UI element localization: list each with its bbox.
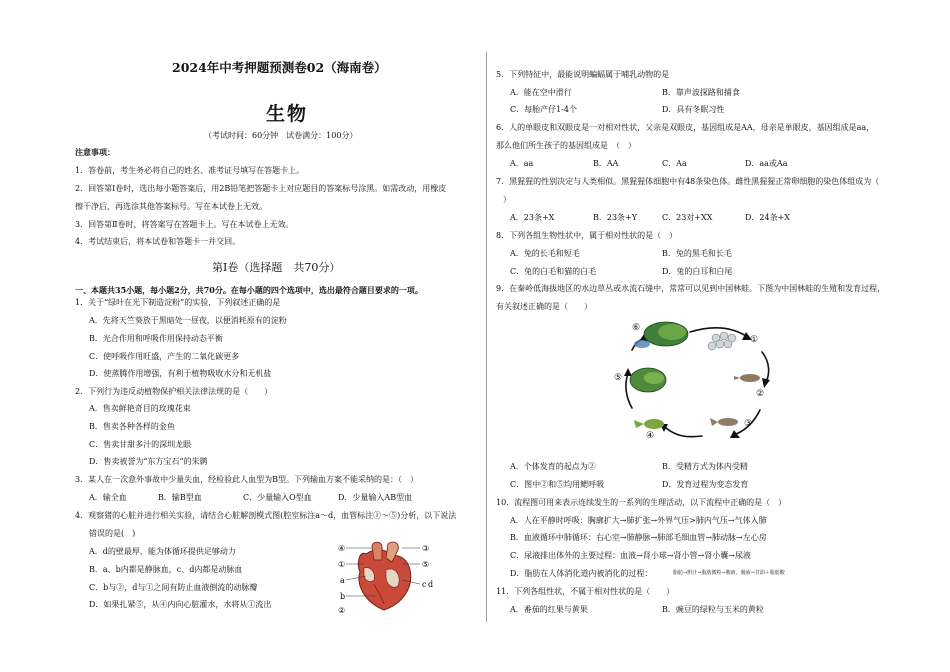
option-text: A．aa <box>510 159 534 168</box>
option-text: B．光合作用和呼吸作用保持动态平衡 <box>89 334 223 343</box>
frog-stage-label: ⑥ <box>632 323 641 333</box>
subject-title: 生物 <box>266 103 309 125</box>
question-stem: 1．关于“绿叶在光下制造淀粉”的实验，下列叙述正确的是 <box>75 298 281 307</box>
heart-label: ① <box>338 560 346 569</box>
option-text: C．尿液排出体外的主要过程：血液→肾小球→肾小管→肾小囊→尿液 <box>510 551 751 560</box>
digestion-formula: 脂肪→胆汁→脂肪微粒→胰液、肠液→甘油＋脂肪酸 <box>673 570 785 576</box>
option-text: B．受精方式为体内受精 <box>662 462 748 471</box>
option-text: D．如果扎紧⑤，从④内向心脏灌水，水将从①流出 <box>89 600 272 609</box>
heart-label: ③ <box>422 544 430 553</box>
option-text: B．兔的黑毛和长毛 <box>662 249 732 258</box>
option-text: C．Aa <box>662 159 687 168</box>
question-stem: 那么他们所生孩子的基因组成是 （ ） <box>496 141 636 150</box>
note-line: 擦干净后，再选涂其他答案标号。写在本试卷上无效。 <box>75 202 267 211</box>
option-text: A．兔的长毛和短毛 <box>510 249 580 258</box>
heart-diagram <box>336 540 440 616</box>
option-text: D．具有冬眠习性 <box>662 105 725 114</box>
option-text: B．售卖各种各样的金鱼 <box>89 422 175 431</box>
question-stem: 有关叙述正确的是（ ） <box>496 302 592 311</box>
option-text: A．个体发育的起点为② <box>510 462 596 471</box>
note-line: 2．回答第Ⅰ卷时，选出每小题答案后，用2B铅笔把答题卡上对应题目的答案标号涂黑。如需改动，用橡皮 <box>75 184 447 193</box>
question-stem: 7．黑猩猩的性别决定与人类相似。黑猩猩体细胞中有48条染色体。雌性黑猩猩正常卵细胞的染色体组成为（ <box>496 177 880 186</box>
question-stem: 5．下列特征中，最能说明蝙蝠属于哺乳动物的是 <box>496 70 670 79</box>
option-text: B．豌豆的绿粒与玉米的黄粒 <box>662 605 764 614</box>
question-stem: 10．流程图可用来表示连续发生的一系列的生理活动，以下流程中正确的是（ ） <box>496 498 787 507</box>
option-text: D．脂肪在人体消化道内被消化的过程： <box>510 569 653 578</box>
option-text: D．发育过程为变态发育 <box>662 480 749 489</box>
notes-heading: 注意事项： <box>75 147 115 157</box>
option-text: C．每胎产仔1-4个 <box>510 105 578 114</box>
option-text: A．输全血 <box>89 493 127 502</box>
option-text: D．兔的白耳和白尾 <box>662 267 733 276</box>
option-text: A．d的壁最厚，能为体循环提供足够动力 <box>89 547 236 556</box>
heart-label: ④ <box>338 544 346 553</box>
section-title: 第Ⅰ卷（选择题 共70分） <box>212 261 341 274</box>
option-text: A．能在空中滑行 <box>510 88 572 97</box>
option-text: B．23条+Y <box>593 213 638 222</box>
heart-label: ⑤ <box>422 560 430 569</box>
option-text: B．a、b内都是静脉血，c、d内都是动脉血 <box>89 565 243 574</box>
question-stem: 3．某人在一次意外事故中少量失血，经检验此人血型为B型。下列输血方案不能采纳的是：（ ） <box>75 475 418 484</box>
note-line: 4．考试结束后，将本试卷和答题卡一并交回。 <box>75 237 241 246</box>
heart-label: d <box>428 580 434 589</box>
frog-stage-label: ① <box>750 335 759 345</box>
frog-life-cycle-diagram <box>610 318 778 446</box>
option-text: D．aa或Aa <box>745 159 788 168</box>
page-title: 2024年中考押题预测卷02（海南卷） <box>172 60 387 75</box>
frog-stage-label: ③ <box>744 419 753 429</box>
frog-stage-label: ② <box>756 389 765 399</box>
heart-label: c <box>422 580 427 589</box>
option-text: A．23条+X <box>510 213 555 222</box>
heart-label: a <box>340 576 345 585</box>
question-stem: 6．人的单眼皮和双眼皮是一对相对性状，父亲是双眼皮，基因组成是AA，母亲是单眼皮，基因组成是aa， <box>496 123 875 132</box>
question-stem: 9．在秦岭低海拔地区的水边草丛或水流石缝中，常常可以见到中国林蛙。下图为中国林蛙的生殖和发育过程， <box>496 284 886 293</box>
frog-stage-label: ⑤ <box>614 373 623 383</box>
option-text: B．靠声波探路和捕食 <box>662 88 740 97</box>
question-stem: ） <box>503 195 511 204</box>
question-stem: 4．观察猪的心脏并进行相关实验，请结合心脏解剖模式图(腔室标注a～d，血管标注①～⑤)分析，以下说法 <box>75 511 457 520</box>
question-stem: 8．下列各组生物性状中，属于相对性状的是（ ） <box>496 231 678 240</box>
question-stem: 2．下列行为违反动植物保护相关法律法规的是（ ） <box>75 387 273 396</box>
option-text: C．售卖甘甜多汁的深圳龙眼 <box>89 440 192 449</box>
column-divider <box>486 52 487 622</box>
option-text: D．24条+X <box>745 213 790 222</box>
option-text: A．先将天竺葵放于黑暗处一昼夜，以便消耗原有的淀粉 <box>89 316 287 325</box>
heart-label: ② <box>338 606 346 615</box>
question-stem: 错误的是( ) <box>89 529 136 538</box>
option-text: D．使蒸腾作用增强，有利于植物吸收水分和无机盐 <box>89 369 272 378</box>
option-text: C．图中②和⑤均用鳃呼吸 <box>510 480 605 489</box>
frog-stage-label: ④ <box>646 431 655 441</box>
option-text: A．人在平静时呼吸：胸廓扩大→肺扩张→外界气压>肺内气压→气体入肺 <box>510 516 767 525</box>
option-text: B．输B型血 <box>158 493 202 502</box>
option-text: C．b与②，d与①之间有防止血液倒流的动脉瓣 <box>89 583 258 592</box>
option-text: A．番茄的红果与黄果 <box>510 605 588 614</box>
option-text: B．血液循环中肺循环：右心室→肺静脉→肺部毛细血管→肺动脉→左心房 <box>510 533 767 542</box>
exam-info: （考试时间：60分钟 试卷满分：100分） <box>204 131 358 140</box>
option-text: D．售卖被誉为“东方宝石”的朱鹮 <box>89 457 208 466</box>
question-stem: 11．下列各组性状，不属于相对性状的是（ ） <box>496 587 675 596</box>
note-line: 1．答卷前，考生务必将自己的姓名、准考证号填写在答题卡上。 <box>75 166 305 175</box>
section-instruction: 一、本题共35小题，每小题2分，共70分。在每小题的四个选项中，选出最符合题目要求的一项。 <box>75 285 423 295</box>
option-text: C．使呼吸作用旺盛，产生的二氧化碳更多 <box>89 352 240 361</box>
option-text: C．兔的白毛和猫的白毛 <box>510 267 597 276</box>
option-text: A．售卖鲜艳奇目的玫瑰花束 <box>89 404 191 413</box>
option-text: B．AA <box>593 159 619 168</box>
option-text: C．23对+XX <box>662 213 713 222</box>
note-line: 3．回答第Ⅱ卷时，将答案写在答题卡上。写在本试卷上无效。 <box>75 220 294 229</box>
option-text: C．少量输入O型血 <box>243 493 312 502</box>
heart-label: b <box>340 592 346 601</box>
option-text: D．少量输入AB型血 <box>338 493 413 502</box>
